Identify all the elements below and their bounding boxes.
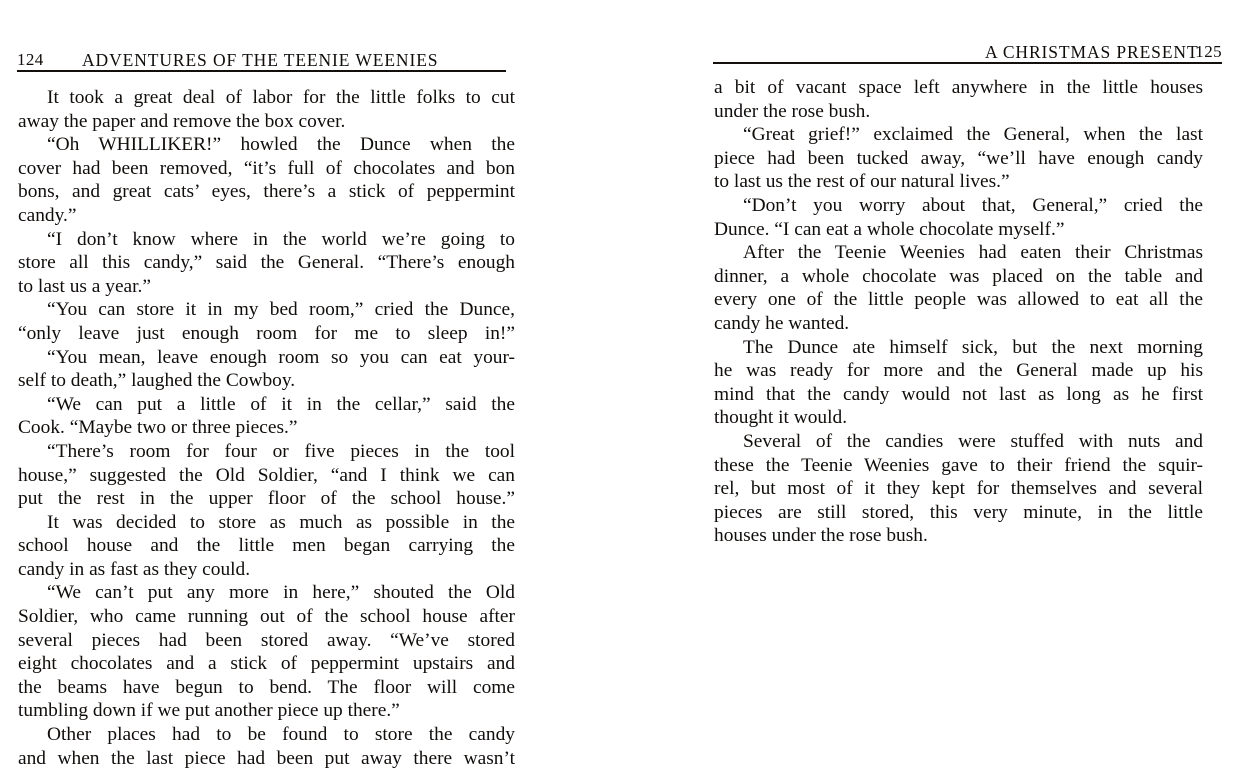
text-line: to last us a year.” bbox=[18, 275, 151, 297]
text-line bbox=[18, 723, 515, 747]
text-line: dinner, a whole chocolate was placed on the table and bbox=[714, 265, 1203, 287]
text-line bbox=[18, 228, 515, 252]
text-line bbox=[18, 346, 515, 370]
text-line-content: Several of the candies were stuffed with nuts and bbox=[743, 430, 1203, 452]
text-line bbox=[18, 298, 515, 322]
right-text-column bbox=[714, 76, 1203, 548]
text-line: a bit of vacant space left anywhere in the little houses bbox=[714, 77, 1203, 98]
text-line: tumbling down if we put another piece up there.” bbox=[18, 700, 400, 722]
text-line: eight chocolates and a stick of peppermint upstairs and bbox=[18, 653, 515, 675]
text-line: piece had been tucked away, “we’ll have enough candy bbox=[714, 147, 1203, 169]
text-line: thought it would. bbox=[714, 407, 848, 429]
text-line-content: The Dunce ate himself sick, but the next morning bbox=[743, 336, 1203, 358]
text-line: store all this candy,” said the General. “There’s enough bbox=[18, 252, 515, 274]
left-header-rule bbox=[17, 70, 506, 72]
text-line: the beams have begun to bend. The floor will come bbox=[18, 676, 515, 698]
text-line: house,” suggested the Old Soldier, “and I think we can bbox=[18, 464, 515, 486]
text-line-content: It took a great deal of labor for the little folks to cut bbox=[47, 87, 515, 108]
text-line: rel, but most of it they kept for themselves and several bbox=[714, 478, 1203, 500]
text-line-content: “We can’t put any more in here,” shouted the Old bbox=[47, 582, 515, 604]
text-line-content: “Great grief!” exclaimed the General, when the last bbox=[743, 124, 1203, 146]
text-line bbox=[714, 241, 1203, 265]
text-line: these the Teenie Weenies gave to their friend the squir- bbox=[714, 454, 1203, 476]
left-page-number: 124 bbox=[17, 50, 44, 69]
text-line bbox=[18, 86, 515, 110]
text-line: school house and the little men began carrying the bbox=[18, 535, 515, 557]
text-line-content: Other places had to be found to store the candy bbox=[47, 724, 515, 746]
text-line bbox=[714, 194, 1203, 218]
text-line: self to death,” laughed the Cowboy. bbox=[18, 370, 296, 392]
text-line-content: After the Teenie Weenies had eaten their Christmas bbox=[743, 242, 1203, 264]
text-line bbox=[18, 581, 515, 605]
text-line: candy he wanted. bbox=[714, 312, 850, 334]
text-line: bons, and great cats’ eyes, there’s a stick of peppermint bbox=[18, 181, 515, 203]
text-line-content: “We can put a little of it in the cellar,” said the bbox=[47, 393, 515, 415]
text-line bbox=[18, 393, 515, 417]
left-running-head bbox=[17, 46, 506, 72]
right-page-number: 125 bbox=[1195, 42, 1222, 61]
text-line-content: “You mean, leave enough room so you can eat your- bbox=[47, 346, 515, 368]
text-line bbox=[18, 440, 515, 464]
text-line-content: “Oh WHILLIKER!” howled the Dunce when the bbox=[47, 134, 515, 156]
text-line-content: “I don’t know where in the world we’re going to bbox=[47, 228, 515, 250]
text-line: houses under the rose bush. bbox=[714, 525, 928, 547]
text-line: pieces are still stored, this very minute, in the little bbox=[714, 501, 1203, 523]
right-header-rule bbox=[713, 62, 1222, 64]
text-line: several pieces had been stored away. “We’ve stored bbox=[18, 629, 515, 651]
text-line: he was ready for more and the General made up his bbox=[714, 360, 1203, 382]
text-line: Dunce. “I can eat a whole chocolate myself.” bbox=[714, 218, 1065, 240]
text-line-content: It was decided to store as much as possible in the bbox=[47, 511, 515, 533]
left-running-head-title: ADVENTURES OF THE TEENIE WEENIES bbox=[82, 49, 439, 70]
text-line bbox=[714, 123, 1203, 147]
text-line-content: “Don’t you worry about that, General,” cried the bbox=[743, 194, 1203, 216]
text-line: candy in as fast as they could. bbox=[18, 558, 251, 580]
text-line: cover had been removed, “it’s full of chocolates and bon bbox=[18, 157, 515, 179]
text-line: and when the last piece had been put away there wasn’t bbox=[18, 747, 515, 769]
text-line: away the paper and remove the box cover. bbox=[18, 110, 346, 132]
text-line bbox=[18, 511, 515, 535]
text-line: under the rose bush. bbox=[714, 100, 871, 122]
text-line: candy.” bbox=[18, 204, 77, 226]
right-page bbox=[620, 0, 1237, 762]
text-line bbox=[18, 133, 515, 157]
right-running-head-title: A CHRISTMAS PRESENT bbox=[985, 41, 1199, 62]
text-line: every one of the little people was allowed to eat all the bbox=[714, 289, 1203, 311]
text-line: Cook. “Maybe two or three pieces.” bbox=[18, 417, 298, 439]
text-line: put the rest in the upper floor of the school house.” bbox=[18, 488, 515, 510]
text-line: to last us the rest of our natural lives.” bbox=[714, 171, 1010, 193]
right-running-head bbox=[713, 38, 1222, 64]
text-line bbox=[714, 336, 1203, 360]
text-line: Soldier, who came running out of the school house after bbox=[18, 606, 515, 628]
text-line: “only leave just enough room for me to sleep in!” bbox=[18, 322, 515, 344]
text-line-content: “You can store it in my bed room,” cried the Dunce, bbox=[47, 299, 515, 321]
left-text-column bbox=[18, 86, 515, 770]
text-line bbox=[714, 430, 1203, 454]
text-line: mind that the candy would not last as long as he first bbox=[714, 383, 1203, 405]
text-line-content: “There’s room for four or five pieces in the tool bbox=[47, 440, 515, 462]
